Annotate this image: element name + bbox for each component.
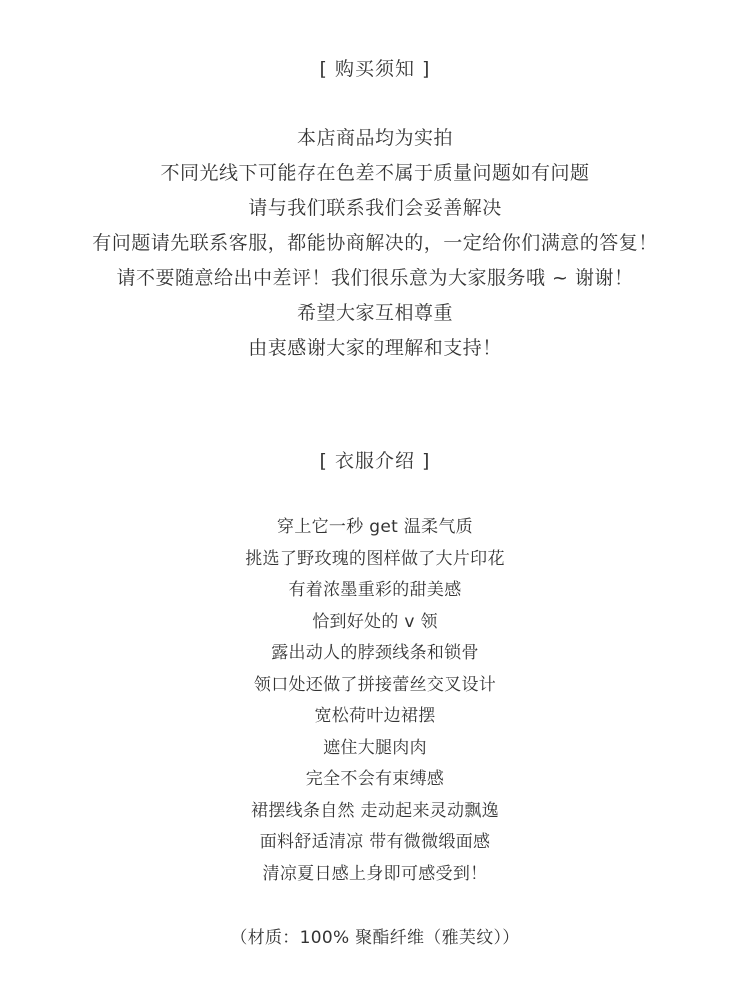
intro-line: 恰到好处的 v 领	[312, 611, 438, 632]
intro-line: 宽松荷叶边裙摆	[314, 706, 436, 726]
intro-line: 清凉夏日感上身即可感受到！	[262, 863, 488, 884]
purchase-notice-heading: [ 购买须知 ]	[319, 58, 431, 80]
notice-line: 本店商品均为实拍	[296, 127, 453, 149]
intro-line: 遮住大腿肉肉	[323, 737, 427, 758]
notice-line: 不同光线下可能存在色差不属于质量问题如有问题	[160, 162, 590, 184]
notice-line: 希望大家互相尊重	[296, 302, 453, 324]
intro-line: 有着浓墨重彩的甜美感	[288, 580, 462, 600]
notice-line: 请不要随意给出中差评！我们很乐意为大家服务哦 ~ 谢谢！	[116, 267, 634, 289]
notice-line: 请与我们联系我们会妥善解决	[248, 197, 502, 219]
intro-line: 穿上它一秒 get 温柔气质	[277, 517, 473, 537]
intro-line: 完全不会有束缚感	[305, 769, 445, 789]
notice-line: 有问题请先联系客服，都能协商解决的，一定给你们满意的答复！	[92, 232, 658, 254]
intro-line: 挑选了野玫瑰的图样做了大片印花	[245, 548, 505, 569]
clothing-intro-heading: [ 衣服介绍 ]	[319, 450, 431, 472]
purchase-notice-body	[0, 121, 750, 366]
notice-line: 由衷感谢大家的理解和支持！	[248, 337, 502, 359]
clothing-intro-body	[0, 512, 750, 890]
intro-line: 裙摆线条自然 走动起来灵动飘逸	[251, 800, 499, 821]
intro-line: 领口处还做了拼接蕾丝交叉设计	[253, 674, 497, 695]
material-note: （材质：100% 聚酯纤维（雅芙纹））	[230, 928, 520, 948]
intro-line: 面料舒适清凉 带有微微缎面感	[259, 832, 491, 852]
intro-line: 露出动人的脖颈线条和锁骨	[271, 643, 479, 663]
